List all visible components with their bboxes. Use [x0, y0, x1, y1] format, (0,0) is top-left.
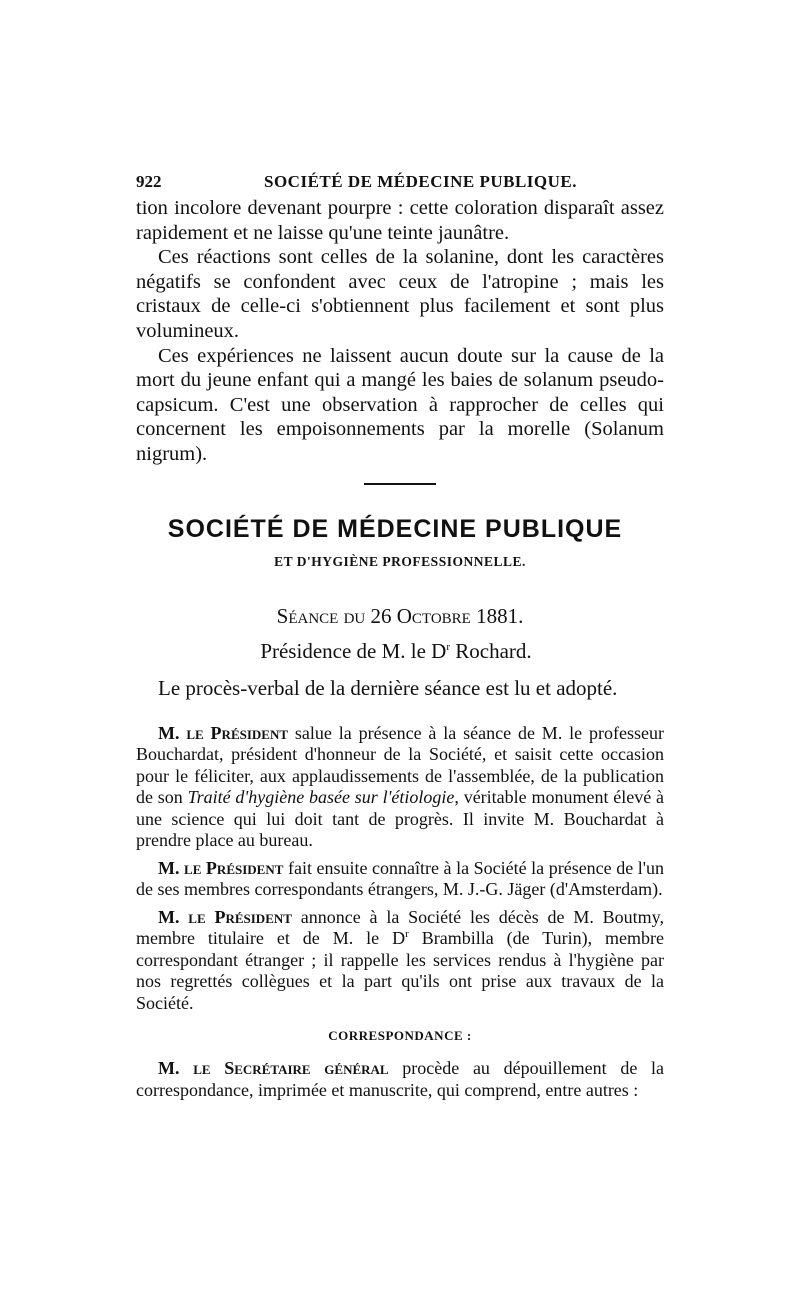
speaker-label: M. le Secrétaire général — [158, 1058, 389, 1079]
presidence-post: Rochard. — [450, 638, 532, 663]
paragraph-deces — [136, 907, 664, 1015]
running-title: SOCIÉTÉ DE MÉDECINE PUBLIQUE. — [264, 172, 578, 191]
speaker-label: M. le Président — [158, 906, 292, 927]
book-page — [136, 170, 664, 1101]
text-run: , véritable monument élevé à une science qui lui doit tant de progrès. Il invite M. Bouchardat à prendre place au bureau. — [136, 787, 664, 851]
presidence-sup: r — [446, 640, 451, 653]
paragraph-correspondance — [136, 1058, 664, 1101]
section-divider — [364, 483, 436, 485]
text-run: annonce à la Société les décès de M. Boutmy, membre titulaire et de M. le D — [136, 906, 665, 949]
proces-verbal: Le procès-verbal de la dernière séance est lu et adopté. — [158, 675, 618, 700]
paragraph-conclusion: Ces expériences ne laissent aucun doute sur la cause de la mort du jeune enfant qui a mangé les baies de solanum pseudo-capsicum. C'est une observation à rapprocher de celles qui concernent les empoisonnements par la morelle (Solanum nigrum). — [136, 344, 664, 465]
presidence-pre: Présidence de M. le D — [260, 638, 447, 663]
running-header — [136, 170, 664, 196]
paragraph-continued: tion incolore devenant pourpre : cette coloration disparaît assez rapidement et ne laisse qu'une teinte jaunâtre. — [136, 197, 664, 244]
speaker-label: M. le Président — [158, 857, 284, 878]
presidence-line — [128, 639, 664, 664]
text-run: salue la présence à la séance de M. le professeur Bouchardat, président d'honneur de la Société, et saisit cette occasion pour le féliciter, aux applaudissements de l'assemblée, de la publication de son — [136, 722, 665, 808]
section-subtitle: ET D'HYGIÈNE PROFESSIONNELLE. — [274, 553, 526, 569]
seance-date: Séance du 26 Octobre 1881. — [276, 603, 524, 628]
text-run: procède au dépouillement de la correspondance, imprimée et manuscrite, qui comprend, entre autres : — [136, 1058, 664, 1100]
superscript: r — [405, 928, 409, 941]
speaker-label: M. le Président — [158, 722, 289, 743]
seance-heading — [136, 604, 664, 629]
paragraph-solanine: Ces réactions sont celles de la solanine, dont les caractères négatifs se confondent avec ceux de l'atropine ; mais les cristaux de celle-ci s'obtiennent plus facilement et sont plus volumineux. — [136, 246, 664, 342]
section-title: SOCIÉTÉ DE MÉDECINE PUBLIQUE — [167, 514, 623, 543]
book-title: Traité d'hygiène basée sur l'étiologie — [187, 787, 455, 808]
correspondance-heading: CORRESPONDANCE : — [328, 1028, 472, 1044]
page-number: 922 — [136, 172, 162, 191]
paragraph-bouchardat — [136, 723, 664, 852]
text-run: Brambilla (de Turin), membre correspondant étranger ; il rappelle les services rendus à l'hygiène par nos regrettés collègues et la part qu'ils ont prise aux travaux de la Société. — [136, 928, 665, 1013]
paragraph-jager — [136, 858, 664, 901]
text-run: fait ensuite connaître à la Société la présence de l'un de ses membres correspondants étrangers, M. J.-G. Jäger (d'Amsterdam). — [136, 857, 665, 900]
